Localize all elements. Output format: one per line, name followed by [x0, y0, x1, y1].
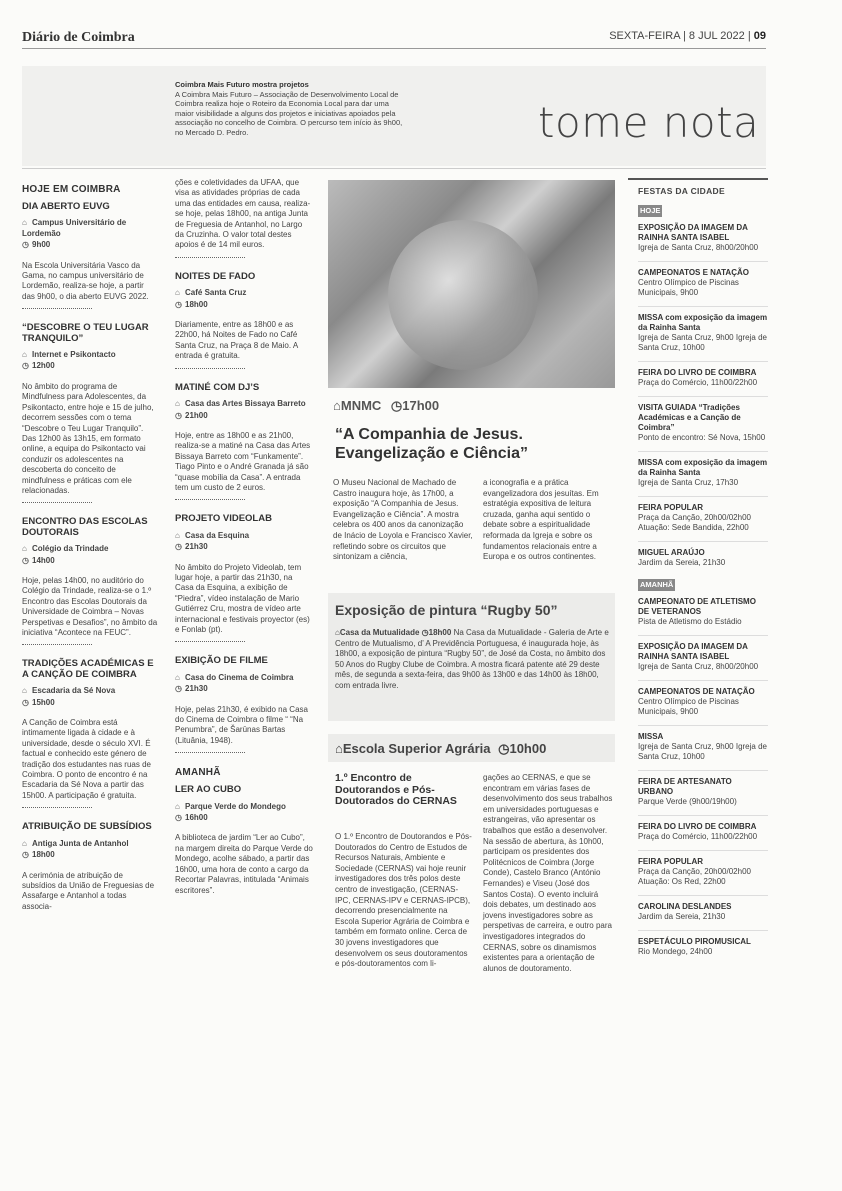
festas-event-title: VISITA GUIADA “Tradições Académicas e a Canção de Coimbra” [638, 403, 741, 432]
column-1 [22, 178, 158, 918]
festas-heading: FESTAS DA CIDADE [638, 186, 725, 196]
festas-event-detail: Centro Olímpico de Piscinas Municipais, 9h00 [638, 697, 739, 716]
divider [22, 807, 92, 808]
mnmc-title: “A Companhia de Jesus. Evangelização e Ciência” [335, 426, 528, 462]
photo-figure [388, 220, 538, 370]
home-icon: ⌂ [22, 350, 27, 360]
festas-event-detail: Pista de Atletismo do Estádio [638, 617, 742, 626]
hoje-heading: HOJE EM COIMBRA [22, 184, 121, 195]
home-icon: ⌂ [335, 741, 343, 756]
clock-icon: ◷ [421, 628, 429, 637]
clock-icon: ◷ [22, 361, 29, 371]
divider [22, 502, 92, 503]
event-title: TRADIÇÕES ACADÉMICAS E A CANÇÃO DE COIMBRA [22, 658, 154, 680]
festas-event-title: FEIRA DE ARTESANATO URBANO [638, 777, 732, 796]
event-location: ⌂ Escadaria da Sé Nova [22, 686, 116, 696]
home-icon: ⌂ [175, 801, 180, 811]
event-text: No âmbito do programa de Mindfulness para Adolescentes, da Psikontacto, entre hoje e 15 de julho, decorrem sessões com o tema “Descobre o Teu Lugar Tranquilo”. Das 12h00 às 13h15, em formato online, a equipa do Psikontacto vai conduzir os adolescentes na descoberta do conceito de mindfulness e práticas com ele relacionadas. [22, 381, 154, 495]
event-location: ⌂ Antiga Junta de Antanhol [22, 838, 129, 848]
event-time: ◷ 21h30 [175, 684, 208, 694]
festas-event [638, 770, 768, 807]
hoje-tag: HOJE [640, 206, 661, 215]
festas-event [638, 895, 768, 922]
home-icon: ⌂ [175, 288, 180, 298]
festas-event [638, 680, 768, 717]
divider [175, 257, 245, 258]
festas-event [638, 930, 768, 957]
rugby-title: Exposição de pintura “Rugby 50” [335, 602, 558, 618]
event-text: A Canção de Coimbra está intimamente ligada à cidade e à universidade, desde o século XVI. É factual e conhecido este género de tradição dos estudantes nas ruas de Coimbra. O ponto de encontro é na Escadaria da Sé Nova a partir das 15h00. A participação é gratuita. [22, 718, 151, 800]
tomorrow-list [628, 597, 768, 957]
festas-event-title: FEIRA POPULAR [638, 857, 704, 866]
festas-event-detail: Parque Verde (9h00/19h00) [638, 797, 737, 806]
event-time: ◷ 15h00 [22, 697, 55, 707]
home-icon: ⌂ [22, 218, 27, 228]
event-title: PROJETO VIDEOLAB [175, 513, 272, 525]
clock-icon: ◷ [390, 398, 403, 413]
event-location: ⌂ Parque Verde do Mondego [175, 801, 286, 811]
mnmc-text-col2: a iconografia e a prática evangelizadora dos jesuítas. Em estratégia expositiva de leitura cruzada, ganha aqui sentido o debate sobre a espiritualidade reformada da Igreja e sobre os fundamentos relacionais entre a Europa e os outros continentes. [483, 478, 599, 562]
section-brand: tome nota [538, 98, 760, 147]
festas-event-title: EXPOSIÇÃO DA IMAGEM DA RAINHA SANTA ISABEL [638, 223, 748, 242]
festas-sidebar [628, 178, 768, 965]
clock-icon: ◷ [498, 741, 510, 756]
event-title: ATRIBUIÇÃO DE SUBSÍDIOS [22, 821, 152, 833]
festas-event-title: CAROLINA DESLANDES [638, 902, 732, 911]
amanha-heading: AMANHÃ [175, 767, 221, 779]
event-time: ◷ 18h00 [175, 299, 208, 309]
masthead: Diário de Coimbra [22, 30, 135, 45]
clock-icon: ◷ [175, 410, 182, 420]
home-icon: ⌂ [175, 399, 180, 409]
festas-event-title: FEIRA DO LIVRO DE COIMBRA [638, 822, 757, 831]
festas-event [638, 361, 768, 388]
home-icon: ⌂ [22, 838, 27, 848]
esa-subtitle: 1.º Encontro de Doutorandos e Pós-Doutorados do CERNAS [335, 772, 457, 807]
festas-event-detail: Praça da Canção, 20h00/02h00 Atuação: Os Red, 22h00 [638, 867, 751, 886]
festas-event-detail: Centro Olímpico de Piscinas Municipais, 9h00 [638, 278, 739, 297]
event-text: A biblioteca de jardim “Ler ao Cubo”, na margem direita do Parque Verde do Mondego, acolhe sábado, a partir das 16h00, uma hora de conto a cargo da Recortar Palavras, intitulada “Animais escritores”. [175, 833, 313, 895]
festas-rule [628, 178, 768, 180]
festas-event-detail: Igreja de Santa Cruz, 9h00 Igreja de Santa Cruz, 10h00 [638, 742, 767, 761]
page-number: 09 [753, 30, 766, 42]
festas-event-title: MIGUEL ARAÚJO [638, 548, 705, 557]
divider [175, 499, 245, 500]
festas-event-title: MISSA [638, 732, 664, 741]
event-text: Hoje, entre as 18h00 e as 21h00, realiza-se a matiné na Casa das Artes Bissaya Barreto com “Funkamente”. Tiago Pinto e o André Granada já são “quase mobília da Casa”. A entrada tem um custo de 2 euros. [175, 430, 311, 492]
event-time: ◷ 12h00 [22, 361, 55, 371]
divider [175, 368, 245, 369]
column-2 [175, 178, 313, 902]
teaser-text: A Coimbra Mais Futuro – Associação de Desenvolvimento Local de Coimbra realiza hoje o Roteiro da Economia Local para dar uma maior visibilidade a alguns dos projetos e iniciativas apoiados pela associação no concelho de Coimbra. O percurso tem início às 9h00, no Mercado D. Pedro. [175, 89, 403, 137]
divider [22, 644, 92, 645]
festas-event-title: MISSA com exposição da imagem da Rainha Santa [638, 313, 768, 332]
clock-icon: ◷ [22, 697, 29, 707]
event-title: “DESCOBRE O TEU LUGAR TRANQUILO” [22, 322, 149, 344]
event-location: ⌂ Colégio da Trindade [22, 544, 109, 554]
event-title: DIA ABERTO EUVG [22, 201, 110, 212]
teaser-title: Coimbra Mais Futuro mostra projetos [175, 80, 309, 89]
event-time: ◷ 21h00 [175, 410, 208, 420]
event-location: ⌂ Café Santa Cruz [175, 288, 247, 298]
event-title: EXIBIÇÃO DE FILME [175, 655, 268, 667]
festas-event-detail: Ponto de encontro: Sé Nova, 15h00 [638, 433, 766, 442]
festas-event [638, 496, 768, 533]
today-list [628, 223, 768, 568]
festas-event-title: CAMPEONATOS DE NATAÇÃO [638, 687, 755, 696]
mnmc-text-col1: O Museu Nacional de Machado de Castro inaugura hoje, às 17h00, a exposição “A Companhia de Jesus. Evangelização e Ciência”. A mostra celebra os 400 anos da canonização de Inácio de Loyola e Francisco Xavier, refletindo sobre os circuitos que sintonizam a ciência, [333, 478, 473, 562]
event-text: A cerimónia de atribuição de subsídios da União de Freguesias de Assafarge e Antanhol a todas associa- [22, 870, 155, 911]
event-text: ções e coletividades da UFAA, que visa as atividades próprias de cada uma das entidades em causa, realiza-se hoje, pelas 18h00, na antiga Junta de Freguesia de Antanhol, no Largo da Cruzinha. O valor total destes apoios é de 14 mil euros. [175, 178, 311, 250]
festas-event [638, 541, 768, 568]
mnmc-tag: ⌂MNMC ◷17h00 [333, 398, 440, 413]
event-text: Hoje, pelas 21h30, é exibido na Casa do Cinema de Coimbra o filme “ “Na Penumbra”, de Šarūnas Bartas (Lituânia, 1948). [175, 704, 308, 745]
esa-text-col2: gações ao CERNAS, e que se encontram em várias fases de desenvolvimento dos seus trabalhos em universidades portuguesas e estrangeiras, vão apresentar os trabalhos que estão a desenvolver. Na sessão de abertura, às 10h00, participam os presidentes dos Politécnicos de Coimbra (Jorge Conde), Castelo Branco (António Fernandes) e Viseu (José dos Santos Costa). O evento incluirá dois debates, um destinado aos jovens investigadores sobre as perspetivas de carreira, e outro para investigadores integrados do CERNAS, sobre os dinamismos existentes para a orientação de alunos de doutoramento. [483, 773, 613, 973]
festas-event [638, 815, 768, 842]
home-icon: ⌂ [175, 672, 180, 682]
festas-event [638, 223, 768, 253]
divider [22, 308, 92, 309]
festas-event-title: CAMPEONATOS E NATAÇÃO [638, 268, 749, 277]
clock-icon: ◷ [22, 240, 29, 250]
festas-event-detail: Igreja de Santa Cruz, 8h00/20h00 [638, 662, 759, 671]
event-title: ENCONTRO DAS ESCOLAS DOUTORAIS [22, 516, 148, 538]
event-location: ⌂ Casa da Esquina [175, 530, 250, 540]
festas-event [638, 850, 768, 887]
festas-event-detail: Rio Mondego, 24h00 [638, 947, 713, 956]
esa-text-col1: O 1.º Encontro de Doutorandos e Pós-Doutorados do Centro de Estudos de Recursos Naturais, Ambiente e Sociedade (CERNAS) vai hoje reunir investigadores dos três polos deste centro de investigação, (CERNAS-IPC, CERNAS-IPV e CERNAS-IPCB), decorrendo presencialmente na Escola Superior Agrária de Coimbra e também em formato online. Cerca de 30 jovens investigadores que desenvolvem os seus doutoramentos e pós-doutoramentos com li- [335, 832, 472, 969]
dateline: SEXTA-FEIRA | 8 JUL 2022 | 09 [609, 30, 766, 42]
festas-event-detail: Jardim da Sereia, 21h30 [638, 558, 726, 567]
clock-icon: ◷ [22, 555, 29, 565]
festas-event-detail: Igreja de Santa Cruz, 9h00 Igreja de Santa Cruz, 10h00 [638, 333, 767, 352]
clock-icon: ◷ [175, 684, 182, 694]
teaser [175, 80, 405, 138]
event-text: Na Escola Universitária Vasco da Gama, no campus universitário de Lordemão, realiza-se hoje, a partir das 9h00, o dia aberto EUVG 2022. [22, 260, 149, 301]
clock-icon: ◷ [175, 542, 182, 552]
festas-event [638, 261, 768, 298]
festas-event-detail: Praça do Comércio, 11h00/22h00 [638, 378, 758, 387]
festas-event [638, 451, 768, 488]
event-location: ⌂ Campus Universitário de Lordemão [22, 218, 127, 238]
amanha-tag: AMANHÃ [640, 580, 674, 589]
event-time: ◷ 14h00 [22, 555, 55, 565]
event-time: ◷ 16h00 [175, 813, 208, 823]
clock-icon: ◷ [175, 813, 182, 823]
festas-event-detail: Praça da Canção, 20h00/02h00 Atuação: Sede Bandida, 22h00 [638, 513, 751, 532]
home-icon: ⌂ [22, 544, 27, 554]
home-icon: ⌂ [335, 628, 340, 637]
esa-title: ⌂Escola Superior Agrária ◷10h00 [335, 741, 547, 756]
event-title: LER AO CUBO [175, 784, 242, 796]
section-rule [22, 168, 766, 169]
festas-event [638, 725, 768, 762]
rugby-text: ⌂Casa da Mutualidade ◷18h00 Na Casa da Mutualidade - Galeria de Arte e Centro de Mutualismo, d’ A Previdência Portuguesa, é inaugurada hoje, às 18h00, a exposição de pintura “Rugby 50”, de José da Costa, no âmbito dos 50 Anos do Rugby Clube de Coimbra. A mostra ficará patente até 29 deste mês, de segunda a sexta-feira, das 9h00 às 13h00 e das 14h00 às 18h00, com entrada livre. [335, 628, 609, 690]
festas-event-detail: Praça do Comércio, 11h00/22h00 [638, 832, 758, 841]
header-rule [22, 48, 766, 49]
home-icon: ⌂ [333, 398, 341, 413]
festas-event [638, 597, 768, 627]
festas-event-detail: Jardim da Sereia, 21h30 [638, 912, 726, 921]
event-time: ◷ 18h00 [22, 850, 55, 860]
clock-icon: ◷ [175, 299, 182, 309]
festas-event [638, 306, 768, 353]
event-text: No âmbito do Projeto Videolab, tem lugar hoje, a partir das 21h30, na Casa da Esquina, a exibição de “Piedra”, vídeo instalação de Mario Gutiérrez Cru, mostra de vídeo arte internacional e festivais proyector (es) e Fonlab (pt). [175, 562, 310, 634]
event-title: NOITES DE FADO [175, 270, 256, 282]
festas-event-title: FEIRA POPULAR [638, 503, 704, 512]
home-icon: ⌂ [175, 530, 180, 540]
event-text: Diariamente, entre as 18h00 e as 22h00, há Noites de Fado no Café Santa Cruz, na Praça 8 de Maio. A entrada é gratuita. [175, 320, 298, 361]
festas-event-title: CAMPEONATO DE ATLETISMO DE VETERANOS [638, 597, 756, 616]
festas-event [638, 635, 768, 672]
festas-event-title: EXPOSIÇÃO DA IMAGEM DA RAINHA SANTA ISABEL [638, 642, 748, 661]
festas-event-detail: Igreja de Santa Cruz, 8h00/20h00 [638, 243, 759, 252]
weekday: SEXTA-FEIRA [609, 30, 680, 42]
clock-icon: ◷ [22, 850, 29, 860]
festas-event-title: ESPETÁCULO PIROMUSICAL [638, 937, 751, 946]
event-location: ⌂ Internet e Psikontacto [22, 350, 116, 360]
home-icon: ⌂ [22, 686, 27, 696]
festas-event-title: MISSA com exposição da imagem da Rainha Santa [638, 458, 768, 477]
event-location: ⌂ Casa do Cinema de Coimbra [175, 672, 294, 682]
divider [175, 641, 245, 642]
event-title: MATINÉ COM DJ’S [175, 381, 260, 393]
event-time: ◷ 9h00 [22, 240, 51, 250]
event-location: ⌂ Casa das Artes Bissaya Barreto [175, 399, 306, 409]
festas-event-title: FEIRA DO LIVRO DE COIMBRA [638, 368, 757, 377]
festas-event-detail: Igreja de Santa Cruz, 17h30 [638, 478, 739, 487]
event-text: Hoje, pelas 14h00, no auditório do Colégio da Trindade, realiza-se o 1.º Encontro das Escolas Doutorais da Universidade de Coimbra – Novas Perspetivas e Desafios”, no âmbito da iniciativa “Acontece na FEUC”. [22, 575, 158, 637]
article-photo [328, 180, 615, 388]
divider [175, 752, 245, 753]
event-time: ◷ 21h30 [175, 542, 208, 552]
date: 8 JUL 2022 [688, 30, 745, 42]
festas-event [638, 396, 768, 443]
